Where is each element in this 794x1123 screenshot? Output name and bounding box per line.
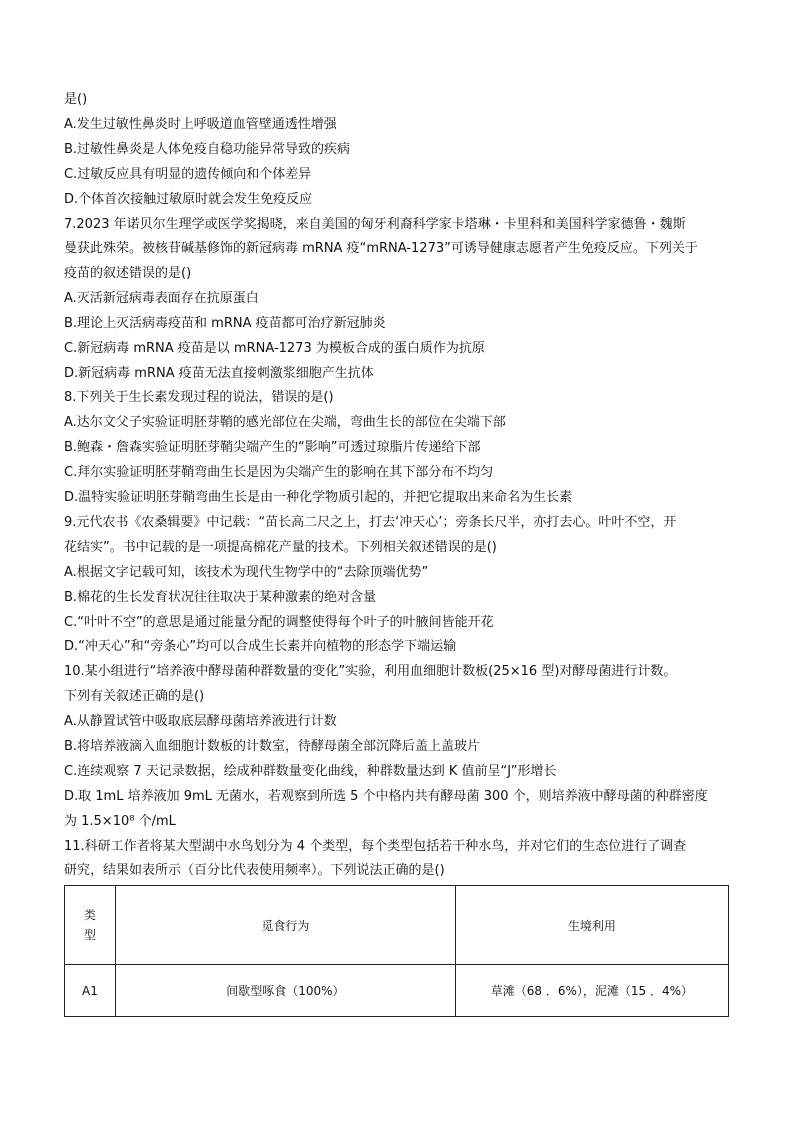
text-line: 下列有关叙述正确的是()	[64, 689, 205, 704]
header-cell-habitat: 生境利用	[455, 886, 728, 965]
text-line: 11.科研工作者将某大型湖中水鸟划分为 4 个类型，每个类型包括若干种水鸟，并对它们的生态位进行了调查	[64, 839, 687, 854]
text-line: D.取 1mL 培养液加 9mL 无菌水，若观察到所选 5 个中格内共有酵母菌 300 个，则培养液中酵母菌的种群密度	[64, 789, 708, 804]
header-cell-foraging: 觅食行为	[115, 886, 455, 965]
header-cell-type: 类型	[65, 886, 116, 965]
table-row	[65, 965, 729, 1017]
text-line: 花结实”。书中记载的是一项提高棉花产量的技术。下列相关叙述错误的是()	[64, 540, 497, 555]
text-line: A.从静置试管中吸取底层酵母菌培养液进行计数	[64, 714, 337, 729]
text-line: C.过敏反应具有明显的遗传倾向和个体差异	[64, 167, 312, 182]
text-line: D.温特实验证明胚芽鞘弯曲生长是由一种化学物质引起的，并把它提取出来命名为生长素	[64, 490, 573, 505]
text-line: 9.元代农书《农桑辑要》中记载：“苗长高二尺之上，打去‘冲天心’；旁条长尺半，亦打去心。叶叶不空，开	[64, 515, 677, 530]
text-line: 为 1.5×10⁸ 个/mL	[64, 814, 176, 829]
table-header-row	[65, 886, 729, 965]
text-line: A.根据文字记载可知，该技术为现代生物学中的“去除顶端优势”	[64, 565, 429, 580]
text-line: B.理论上灭活病毒疫苗和 mRNA 疫苗都可治疗新冠肺炎	[64, 316, 386, 331]
text-line: 8.下列关于生长素发现过程的说法，错误的是()	[64, 390, 334, 405]
text-line: 7.2023 年诺贝尔生理学或医学奖揭晓，来自美国的匈牙利裔科学家卡塔琳・卡里科和美国科学家德鲁・魏斯	[64, 217, 686, 232]
text-line: D.“冲天心”和“旁条心”均可以合成生长素并向植物的形态学下端运输	[64, 639, 457, 654]
text-line: D.新冠病毒 mRNA 疫苗无法直接刺激浆细胞产生抗体	[64, 366, 374, 381]
table-cell: 间歇型啄食（100%）	[115, 965, 455, 1017]
text-line: 是()	[64, 92, 88, 107]
text-line: 研究，结果如表所示（百分比代表使用频率）。下列说法正确的是()	[64, 863, 445, 878]
text-line: 10.某小组进行“培养液中酵母菌种群数量的变化”实验，利用血细胞计数板(25×16 型)对酵母菌进行计数。	[64, 664, 677, 679]
text-line: B.棉花的生长发育状况往往取决于某种激素的绝对含量	[64, 590, 377, 605]
text-line: 疫苗的叙述错误的是()	[64, 266, 192, 281]
text-line: B.过敏性鼻炎是人体免疫自稳功能异常导致的疾病	[64, 142, 351, 157]
table-cell: 草滩（68 ．6%），泥滩（15 ．4%）	[455, 965, 728, 1017]
text-line: A.达尔文父子实验证明胚芽鞘的感光部位在尖端，弯曲生长的部位在尖端下部	[64, 415, 506, 430]
data-table	[64, 885, 729, 1017]
text-line: D.个体首次接触过敏原时就会发生免疫反应	[64, 192, 313, 207]
text-line: C.新冠病毒 mRNA 疫苗是以 mRNA-1273 为模板合成的蛋白质作为抗原	[64, 341, 485, 356]
text-line: A.发生过敏性鼻炎时上呼吸道血管壁通透性增强	[64, 117, 337, 132]
text-line: C.连续观察 7 天记录数据，绘成种群数量变化曲线，种群数量达到 K 值前呈“J”形增长	[64, 764, 557, 779]
table-cell: A1	[65, 965, 116, 1017]
text-line: B.将培养液滴入血细胞计数板的计数室，待酵母菌全部沉降后盖上盖玻片	[64, 739, 481, 754]
text-line: B.鲍森・詹森实验证明胚芽鞘尖端产生的“影响”可透过琼脂片传递给下部	[64, 440, 481, 455]
text-line: C.拜尔实验证明胚芽鞘弯曲生长是因为尖端产生的影响在其下部分布不均匀	[64, 465, 494, 480]
text-line: 曼获此殊荣。被核苷碱基修饰的新冠病毒 mRNA 疫“mRNA-1273”可诱导健康志愿者产生免疫反应。下列关于	[64, 241, 698, 256]
text-line: A.灭活新冠病毒表面存在抗原蛋白	[64, 291, 259, 306]
text-line: C.“叶叶不空”的意思是通过能量分配的调整使得每个叶子的叶腋间皆能开花	[64, 615, 494, 630]
